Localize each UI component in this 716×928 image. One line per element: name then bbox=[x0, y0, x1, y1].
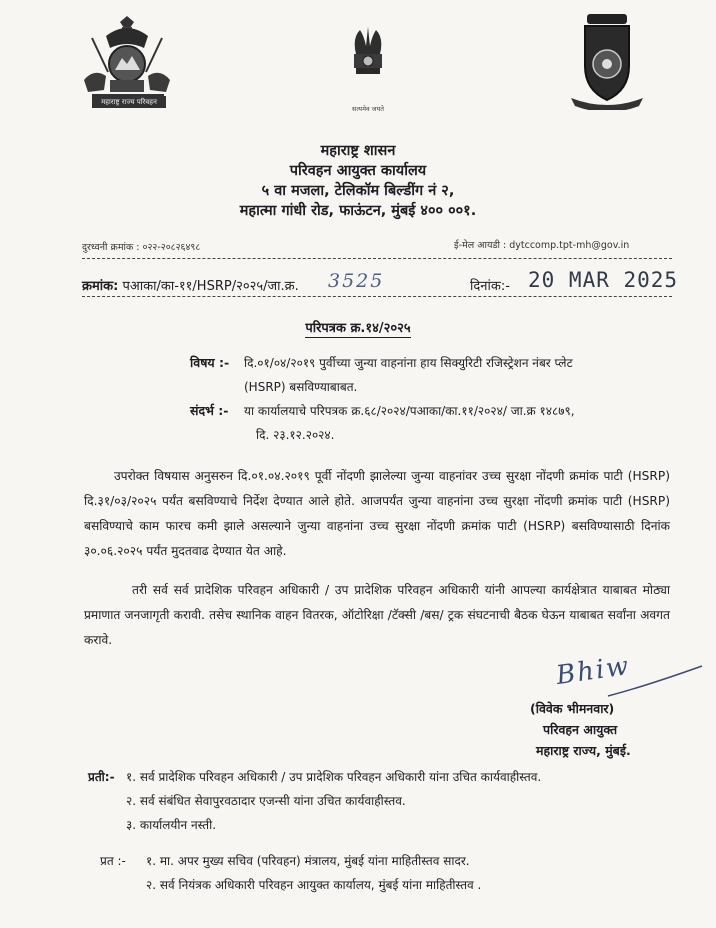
body-paragraph-2: तरी सर्व सर्व प्रादेशिक परिवहन अधिकारी / उप प्रादेशिक परिवहन अधिकारी यांनी आपल्या कार्यक्षेत्रात याबाबत मोठ्या प्रमाणात जनजागृती करावी. तसेच स्थानिक वाहन वितरक, ऑटोरिक्षा /टॅक्सी /बस/ ट्रक संघटनाची बैठक घेऊन याबाबत सर्वांना अवगत करावे. bbox=[84, 583, 670, 647]
subject-label: विषय :- bbox=[190, 355, 230, 370]
ashoka-emblem-icon bbox=[346, 24, 390, 98]
subject-line2: (HSRP) बसविण्याबाबत. bbox=[244, 380, 358, 394]
circular-title bbox=[0, 318, 716, 336]
reference-line2: दि. २३.१२.२०२४. bbox=[256, 428, 335, 442]
to-item-3: ३. कार्यालयीन नस्ती. bbox=[126, 818, 217, 832]
signatory-name: (विवेक भीमनवार) bbox=[530, 701, 615, 716]
ashoka-motto: सत्यमेव जयते bbox=[352, 105, 384, 113]
header-state: महाराष्ट्र शासन bbox=[320, 143, 396, 159]
subject-line1: दि.०१/०४/२०१९ पुर्वीच्या जुन्या वाहनांना हाय सिक्युरिटी रजिस्ट्रेशन नंबर प्लेट bbox=[244, 356, 573, 370]
to-item-1: १. सर्व प्रादेशिक परिवहन अधिकारी / उप प्रादेशिक परिवहन अधिकारी यांना उचित कार्यवाहीस्तव. bbox=[126, 770, 542, 784]
to-item-2: २. सर्व संबंधित सेवापुरवठादार एजन्सी यांना उचित कार्यवाहीस्तव. bbox=[126, 794, 406, 808]
date-label: दिनांक:- bbox=[470, 279, 510, 294]
reference-line1: या कार्यालयाचे परिपत्रक क्र.६८/२०२४/पआका/का.११/२०२४/ जा.क्र १४८७९, bbox=[244, 404, 575, 418]
divider-top bbox=[82, 258, 672, 259]
ref-label: क्रमांक: bbox=[82, 279, 119, 294]
reference-label: संदर्भ :- bbox=[190, 403, 229, 418]
copy-item-2: २. सर्व नियंत्रक अधिकारी परिवहन आयुक्त कार्यालय, मुंबई यांना माहितीस्तव . bbox=[146, 878, 482, 892]
signatory-designation: परिवहन आयुक्त bbox=[543, 722, 618, 737]
header-floor: ५ वा मजला, टेलिकॉम बिल्डींग नं २, bbox=[261, 183, 455, 199]
signatory-place: महाराष्ट्र राज्य, मुंबई. bbox=[536, 743, 631, 758]
body-paragraph-1: उपरोक्त विषयास अनुसरुन दि.०१.०४.२०१९ पूर्वी नोंदणी झालेल्या जुन्या वाहनांवर उच्च सुरक्षा नोंदणी क्रमांक पाटी (HSRP) दि.३१/०३/२०२५ पर्यंत बसविण्याचे निर्देश देण्यात आले होते. आजपर्यंत जुन्या वाहनांना उच्च सुरक्षा नोंदणी क्रमांक पाटी (HSRP) बसविण्याचे काम फारच कमी झाले असल्याने जुन्या वाहनांना उच्च सुरक्षा नोंदणी क्रमांक पाटी (HSRP) बसविण्यासाठी दिनांक ३०.०६.२०२५ पर्यंत मुदतवाढ देण्यात येत आहे. bbox=[84, 469, 670, 558]
handwritten-number: 3525 bbox=[328, 270, 385, 292]
header-office: परिवहन आयुक्त कार्यालय bbox=[289, 163, 427, 179]
header-address: महात्मा गांधी रोड, फाऊंटन, मुंबई ४०० ००१. bbox=[239, 203, 477, 219]
signature-mark: Bhiw bbox=[554, 650, 633, 692]
to-label: प्रती:- bbox=[88, 770, 115, 784]
signature-stroke-icon bbox=[606, 664, 706, 704]
contact-phone: दुरध्वनी क्रमांक : ०२२-२०८२६४९८ bbox=[82, 242, 201, 253]
contact-email: ई-मेल आयडी : dytccomp.tpt-mh@gov.in bbox=[454, 240, 630, 251]
copy-item-1: १. मा. अपर मुख्य सचिव (परिवहन) मंत्रालय, मुंबई यांना माहितीस्तव सादर. bbox=[146, 854, 470, 868]
ref-row bbox=[82, 276, 299, 294]
copy-label: प्रत :- bbox=[100, 854, 126, 868]
ref-number: पआका/का-११/HSRP/२०२५/जा.क्र. bbox=[122, 279, 299, 294]
left-emblem-caption: महाराष्ट्र राज्य परिवहन bbox=[92, 96, 166, 108]
divider-bottom bbox=[82, 296, 672, 297]
date-stamp: 20 MAR 2025 bbox=[528, 268, 679, 292]
motor-vehicles-dept-crest-icon bbox=[565, 10, 649, 110]
circular-title-text: परिपत्रक क्र.१४/२०२५ bbox=[305, 321, 411, 336]
